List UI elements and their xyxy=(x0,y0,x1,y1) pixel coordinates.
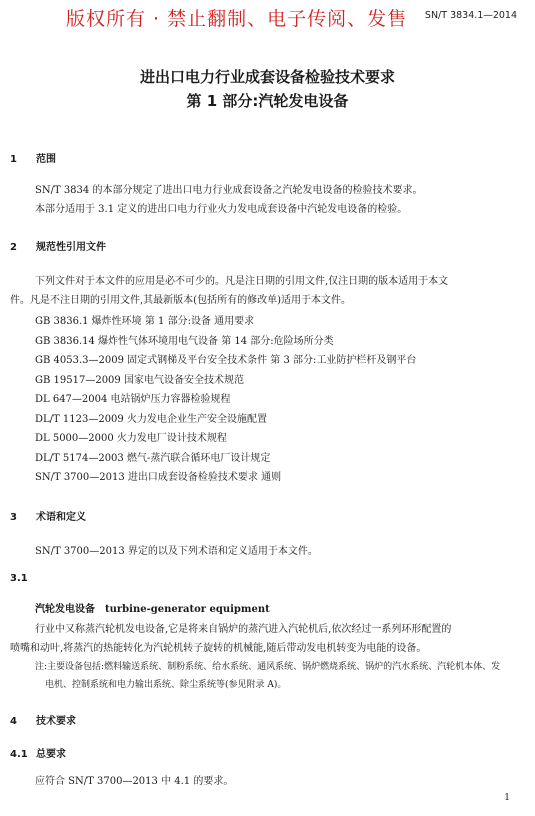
section-number: 1 xyxy=(10,154,17,165)
clause-title: 总要求 xyxy=(36,749,66,760)
reference-item: GB 3836.1 爆炸性环境 第 1 部分:设备 通用要求 xyxy=(35,316,255,327)
page-number: 1 xyxy=(504,793,510,803)
copyright-watermark: 版权所有 · 禁止翻制、电子传阅、发售 xyxy=(66,8,408,30)
references-intro-line-1: 下列文件对于本文件的应用是必不可少的。凡是注日期的引用文件,仅注日期的版本适用于本文 xyxy=(35,276,449,287)
clause-3-1-number: 3.1 xyxy=(10,573,28,584)
document-title: 进出口电力行业成套设备检验技术要求 xyxy=(139,68,395,86)
reference-item: DL 5000—2000 火力发电厂设计技术规程 xyxy=(35,433,227,444)
references-intro-line-2: 件。凡是不注日期的引用文件,其最新版本(包括所有的修改单)适用于本文件。 xyxy=(10,295,351,306)
section-number: 4 xyxy=(10,716,17,727)
section-title: 规范性引用文件 xyxy=(36,242,106,253)
section-title: 术语和定义 xyxy=(36,512,86,523)
reference-item: SN/T 3700—2013 进出口成套设备检验技术要求 通则 xyxy=(35,472,282,483)
section-title: 范围 xyxy=(36,154,56,165)
clause-number: 4.1 xyxy=(10,749,28,760)
scope-paragraph-1: SN/T 3834 的本部分规定了进出口电力行业成套设备之汽轮发电设备的检验技术要求。 xyxy=(35,185,423,196)
reference-item: DL/T 5174—2003 燃气-蒸汽联合循环电厂设计规定 xyxy=(35,453,271,464)
scope-paragraph-2: 本部分适用于 3.1 定义的进出口电力行业火力发电成套设备中汽轮发电设备的检验。 xyxy=(35,204,408,215)
reference-item: DL 647—2004 电站锅炉压力容器检验规程 xyxy=(35,394,231,405)
term-definition-line-2: 喷嘴和动叶,将蒸汽的热能转化为汽轮机转子旋转的机械能,随后带动发电机转变为电能的设备。 xyxy=(10,643,427,654)
reference-item: GB 3836.14 爆炸性气体环境用电气设备 第 14 部分:危险场所分类 xyxy=(35,336,334,347)
terms-intro: SN/T 3700—2013 界定的以及下列术语和定义适用于本文件。 xyxy=(35,546,318,557)
term-chinese: 汽轮发电设备 xyxy=(35,604,95,615)
standard-number: SN/T 3834.1—2014 xyxy=(424,10,517,21)
document-subtitle: 第 1 部分:汽轮发电设备 xyxy=(186,92,349,110)
reference-item: GB 19517—2009 国家电气设备安全技术规范 xyxy=(35,375,244,386)
clause-4-1-heading xyxy=(10,745,66,760)
term-note-line-1: 注:主要设备包括:燃料输送系统、制粉系统、给水系统、通风系统、锅炉燃烧系统、锅炉的汽水系统、汽轮机本体、发 xyxy=(35,662,501,672)
section-1-heading xyxy=(10,150,56,165)
general-requirement-text: 应符合 SN/T 3700—2013 中 4.1 的要求。 xyxy=(35,776,234,787)
section-2-heading xyxy=(10,238,106,253)
term-entry xyxy=(35,600,270,615)
reference-item: DL/T 1123—2009 火力发电企业生产安全设施配置 xyxy=(35,414,267,425)
term-definition-line-1: 行业中又称蒸汽轮机发电设备,它是将来自锅炉的蒸汽进入汽轮机后,依次经过一系列环形配置的 xyxy=(35,624,452,635)
section-number: 2 xyxy=(10,242,17,253)
section-title: 技术要求 xyxy=(36,716,76,727)
term-english: turbine-generator equipment xyxy=(105,604,270,615)
section-3-heading xyxy=(10,508,86,523)
section-number: 3 xyxy=(10,512,17,523)
reference-item: GB 4053.3—2009 固定式钢梯及平台安全技术条件 第 3 部分:工业防护栏杆及钢平台 xyxy=(35,355,417,366)
section-4-heading xyxy=(10,712,76,727)
term-note-line-2: 电机、控制系统和电力输出系统、除尘系统等(参见附录 A)。 xyxy=(45,680,287,690)
